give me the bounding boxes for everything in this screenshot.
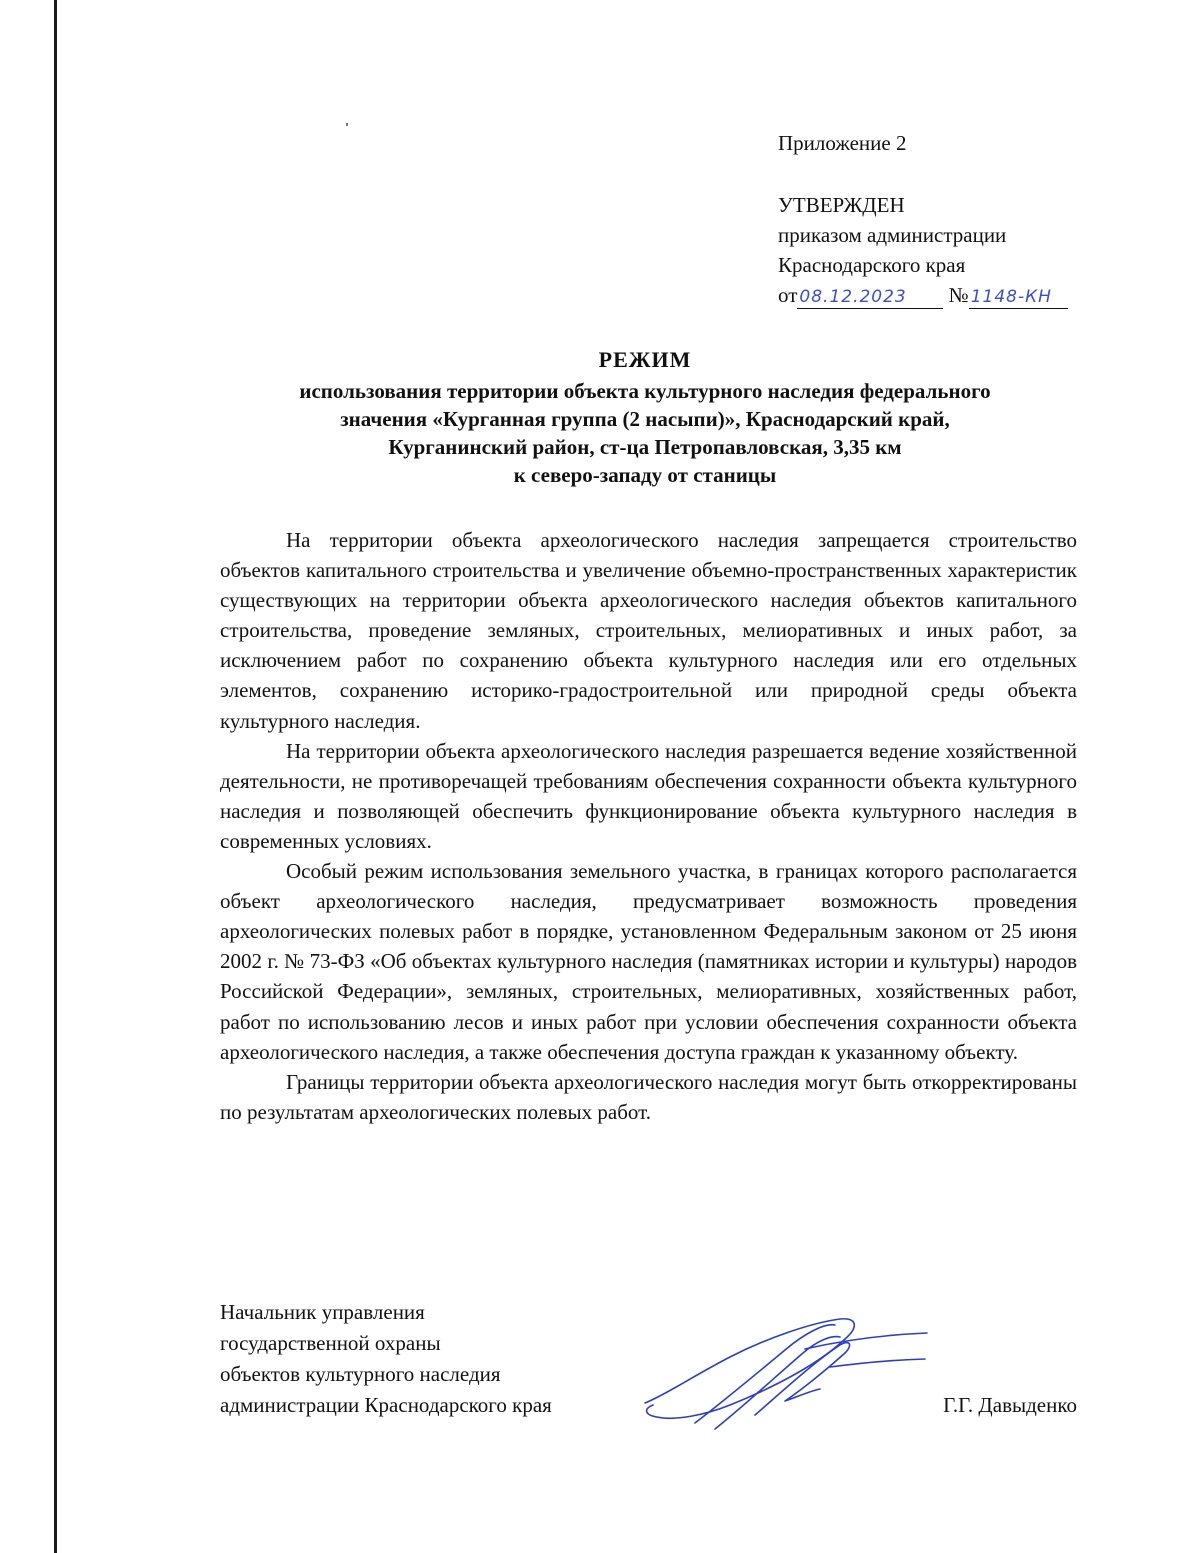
handwritten-date: 08.12.2023 <box>797 286 943 309</box>
signatory-position-line-4: администрации Краснодарского края <box>220 1393 552 1417</box>
signatory-position-line-1: Начальник управления <box>220 1300 425 1324</box>
date-prefix: от <box>778 283 798 307</box>
scan-left-edge <box>54 0 57 1553</box>
title-line-2: значения «Курганная группа (2 насыпи)», Краснодарский край, <box>340 407 950 431</box>
paragraph-permissions: На территории объекта археологического наследия разрешается ведение хозяйственной деятельности, не противоречащей требованиям обеспечения сохранности объекта культурного наследия и позволяющей обеспечить функционирование объекта культурного наследия в современных условиях. <box>220 738 1077 853</box>
document-body <box>220 525 1077 1127</box>
signatory-position-line-3: объектов культурного наследия <box>220 1362 501 1386</box>
approval-block <box>778 128 1118 310</box>
signatory-position-line-2: государственной охраны <box>220 1331 441 1355</box>
title-main: РЕЖИМ <box>598 347 692 372</box>
signature-strokes <box>645 1319 927 1429</box>
title-line-4: к северо-западу от станицы <box>513 463 777 487</box>
appendix-label: Приложение 2 <box>778 131 907 155</box>
document-title <box>210 346 1080 489</box>
signatory-position <box>220 1297 650 1421</box>
approved-by-line-1: приказом администрации <box>778 223 1007 247</box>
approved-by-line-2: Краснодарского края <box>778 253 966 277</box>
signature-block <box>220 1297 1077 1427</box>
handwritten-order-number: 1148-КН <box>969 286 1068 309</box>
paragraph-prohibitions: На территории объекта археологического наследия запрещается строительство объектов капитального строительства и увеличение объемно-пространственных характеристик существующих на территории объекта археологического наследия объектов капитального строительства, проведение земляных, строительных, мелиоративных и иных работ, за исключением работ по сохранению объекта культурного наследия или его отдельных элементов, сохранению историко-градостроительной или природной среды объекта культурного наследия. <box>220 528 1077 733</box>
signatory-name: Г.Г. Давыденко <box>943 1393 1077 1417</box>
title-line-1: использования территории объекта культурного наследия федерального <box>299 379 991 403</box>
number-prefix: № <box>948 283 969 307</box>
paragraph-special-regime: Особый режим использования земельного участка, в границах которого располагается объект археологического наследия, предусматривает возможность проведения археологических полевых работ в порядке, установленном Федеральным законом от 25 июня 2002 г. № 73-ФЗ «Об объектах культурного наследия (памятниках истории и культуры) народов Российской Федерации», земляных, строительных, мелиоративных, хозяйственных работ, работ по использованию лесов и иных работ при условии обеспечения сохранности объекта археологического наследия, а также обеспечения доступа граждан к указанному объекту. <box>220 859 1077 1064</box>
title-line-3: Курганинский район, ст-ца Петропавловская, 3,35 км <box>388 435 902 459</box>
approved-label: УТВЕРЖДЕН <box>778 193 905 217</box>
paragraph-boundaries: Границы территории объекта археологического наследия могут быть откорректированы по результатам археологических полевых работ. <box>220 1069 1077 1124</box>
handwritten-signature <box>635 1305 935 1435</box>
scan-speck <box>346 123 348 126</box>
order-date-line <box>778 280 1118 310</box>
